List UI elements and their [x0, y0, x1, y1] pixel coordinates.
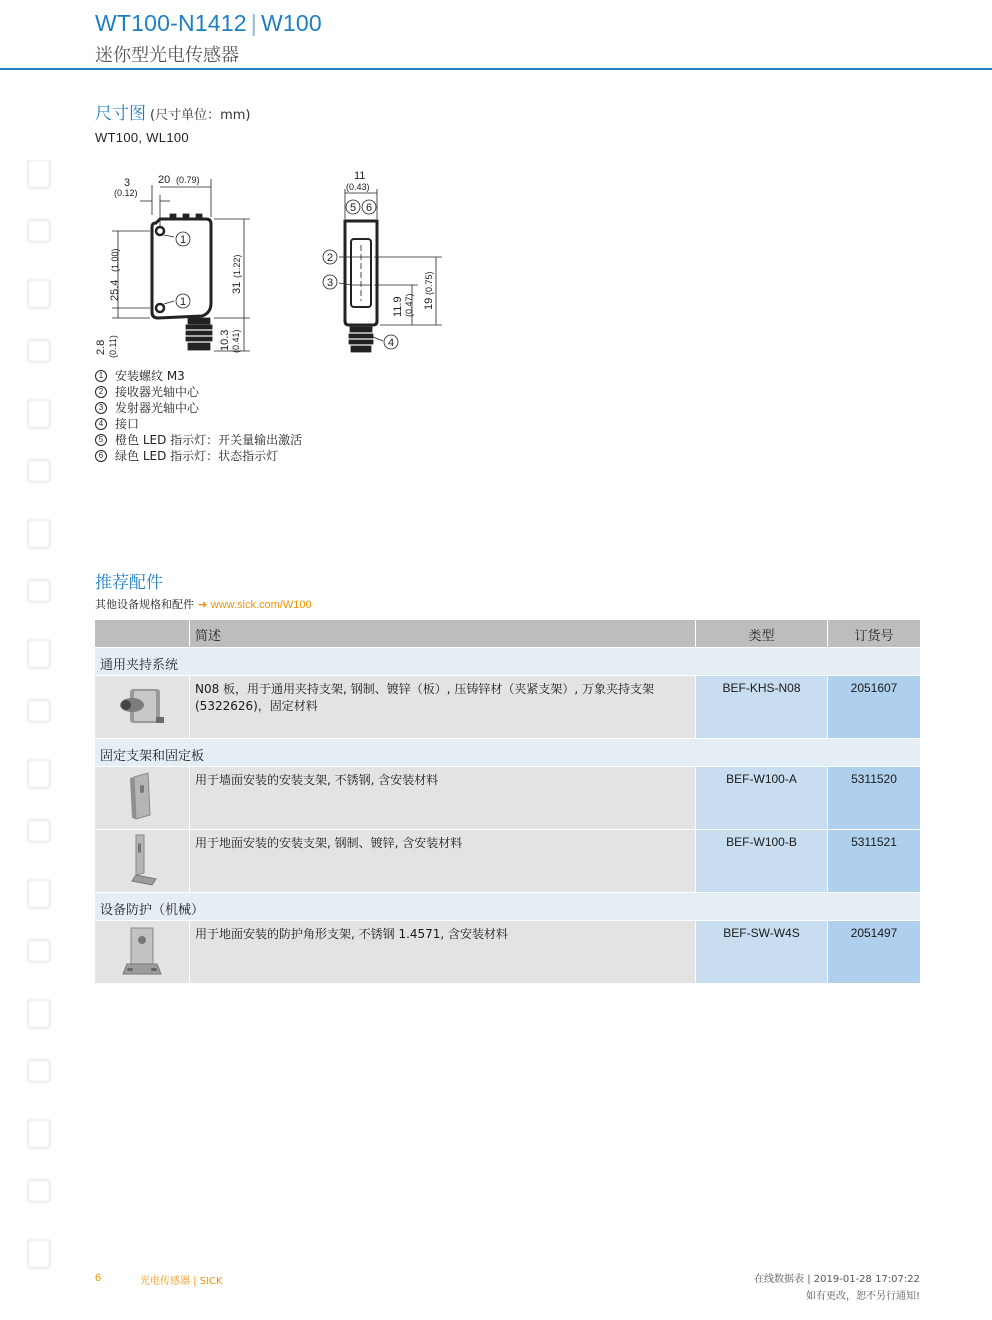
group-row: [95, 739, 921, 767]
page-subtitle: 迷你型光电传感器: [95, 45, 239, 66]
header-divider: [0, 68, 992, 70]
legend-text: 接口: [115, 417, 140, 431]
legend-item: [95, 448, 302, 464]
callout-5: 5: [349, 202, 357, 214]
item-order-number: 5311521: [828, 830, 921, 893]
item-order-number: 2051607: [828, 676, 921, 739]
legend-item: [95, 416, 302, 432]
dim-25-4: 25.4: [109, 279, 121, 301]
dim-31-in: (1.22): [232, 254, 242, 278]
group-name: 设备防护（机械）: [95, 893, 921, 921]
item-type: BEF-W100-A: [696, 767, 828, 830]
legend-number: 5: [95, 434, 107, 446]
accessories-link[interactable]: www.sick.com/W100: [210, 599, 312, 611]
table-row: [95, 830, 921, 893]
legend-text: 绿色 LED 指示灯：状态指示灯: [115, 449, 279, 463]
header-order: 订货号: [828, 620, 921, 648]
dim-19-in: (0.75): [424, 271, 434, 295]
dim-11: 11: [354, 170, 366, 182]
dim-20-in: (0.79): [176, 175, 200, 185]
dimensions-heading: 尺寸图: [95, 104, 146, 124]
arrow-right-icon: ➜: [198, 598, 208, 611]
legend-text: 发射器光轴中心: [115, 401, 200, 415]
legend-item: [95, 384, 302, 400]
table-row: [95, 921, 921, 984]
footer-brand: 光电传感器 | SICK: [140, 1276, 223, 1287]
legend-text: 接收器光轴中心: [115, 385, 200, 399]
item-type: BEF-SW-W4S: [696, 921, 828, 984]
protection-bracket-icon: [95, 921, 190, 984]
legend-number: 4: [95, 418, 107, 430]
dim-2-8-in: (0.11): [108, 335, 118, 358]
callout-1-top: 1: [179, 234, 187, 246]
legend-number: 1: [95, 370, 107, 382]
dim-3: 3: [124, 177, 131, 189]
table-header-row: [95, 620, 921, 648]
model-list: WT100, WL100: [95, 130, 189, 145]
legend-number: 6: [95, 450, 107, 462]
floor-bracket-icon: [95, 830, 190, 893]
dim-11-9-in: (0.47): [404, 293, 414, 317]
product-family: W100: [260, 10, 322, 36]
legend-text: 安装螺纹 M3: [115, 369, 185, 383]
footer-info: [754, 1271, 920, 1305]
item-type: BEF-W100-B: [696, 830, 828, 893]
dimensions-title: [95, 99, 250, 124]
drawing-legend: [95, 368, 302, 464]
unit-note: (尺寸单位：mm): [150, 108, 251, 123]
accessories-note-text: 其他设备规格和配件: [95, 598, 194, 611]
product-code: WT100-N1412: [95, 10, 247, 36]
dim-10-3-in: (0.41): [231, 329, 241, 353]
item-description: 用于地面安装的防护角形支架, 不锈钢 1.4571, 含安装材料: [190, 921, 696, 984]
wall-bracket-icon: [95, 767, 190, 830]
datasheet-info: 在线数据表 | 2019-01-28 17:07:22: [754, 1274, 920, 1285]
item-description: 用于墙面安装的安装支架, 不锈钢, 含安装材料: [190, 767, 696, 830]
page-header: [0, 0, 992, 72]
callout-2: 2: [326, 252, 334, 264]
group-row: [95, 893, 921, 921]
item-description: 用于地面安装的安装支架, 钢制、镀锌, 含安装材料: [190, 830, 696, 893]
accessories-table: [94, 619, 921, 984]
dim-19: 19: [423, 297, 435, 310]
legend-item: [95, 432, 302, 448]
callout-6: 6: [365, 202, 373, 214]
group-name: 固定支架和固定板: [95, 739, 921, 767]
accessories-note: [95, 596, 312, 612]
item-description: N08 板，用于通用夹持支架, 钢制、镀锌（板）, 压铸锌材（夹紧支架）, 万象夹持支架 (5322626)，固定材料: [190, 676, 696, 739]
dim-31: 31: [231, 281, 243, 294]
title-separator: |: [250, 10, 257, 36]
watermark: [22, 160, 62, 1310]
item-type: BEF-KHS-N08: [696, 676, 828, 739]
legend-number: 2: [95, 386, 107, 398]
page-title: [95, 10, 322, 37]
dimension-drawing: [90, 165, 470, 370]
group-row: [95, 648, 921, 676]
callout-3: 3: [326, 277, 334, 289]
legend-text: 橙色 LED 指示灯：开关量输出激活: [115, 433, 303, 447]
callout-4: 4: [387, 337, 395, 349]
dim-20: 20: [158, 174, 171, 186]
item-order-number: 5311520: [828, 767, 921, 830]
header-desc: 简述: [190, 620, 696, 648]
dim-3-in: (0.12): [114, 188, 138, 198]
clamp-bracket-icon: [95, 676, 190, 739]
callout-1-bottom: 1: [179, 296, 187, 308]
dim-10-3: 10.3: [219, 329, 231, 351]
dim-11-9: 11.9: [392, 296, 404, 317]
table-row: [95, 767, 921, 830]
legend-item: [95, 368, 302, 384]
change-notice: 如有更改，恕不另行通知!: [805, 1291, 920, 1302]
dim-11-in: (0.43): [346, 182, 370, 192]
dim-25-4-in: (1.00): [110, 248, 120, 272]
accessories-title: 推荐配件: [95, 573, 163, 593]
item-order-number: 2051497: [828, 921, 921, 984]
header-image: [95, 620, 190, 648]
table-row: [95, 676, 921, 739]
dim-2-8: 2.8: [95, 339, 107, 355]
legend-item: [95, 400, 302, 416]
legend-number: 3: [95, 402, 107, 414]
page-number: 6: [95, 1272, 102, 1284]
header-type: 类型: [696, 620, 828, 648]
group-name: 通用夹持系统: [95, 648, 921, 676]
